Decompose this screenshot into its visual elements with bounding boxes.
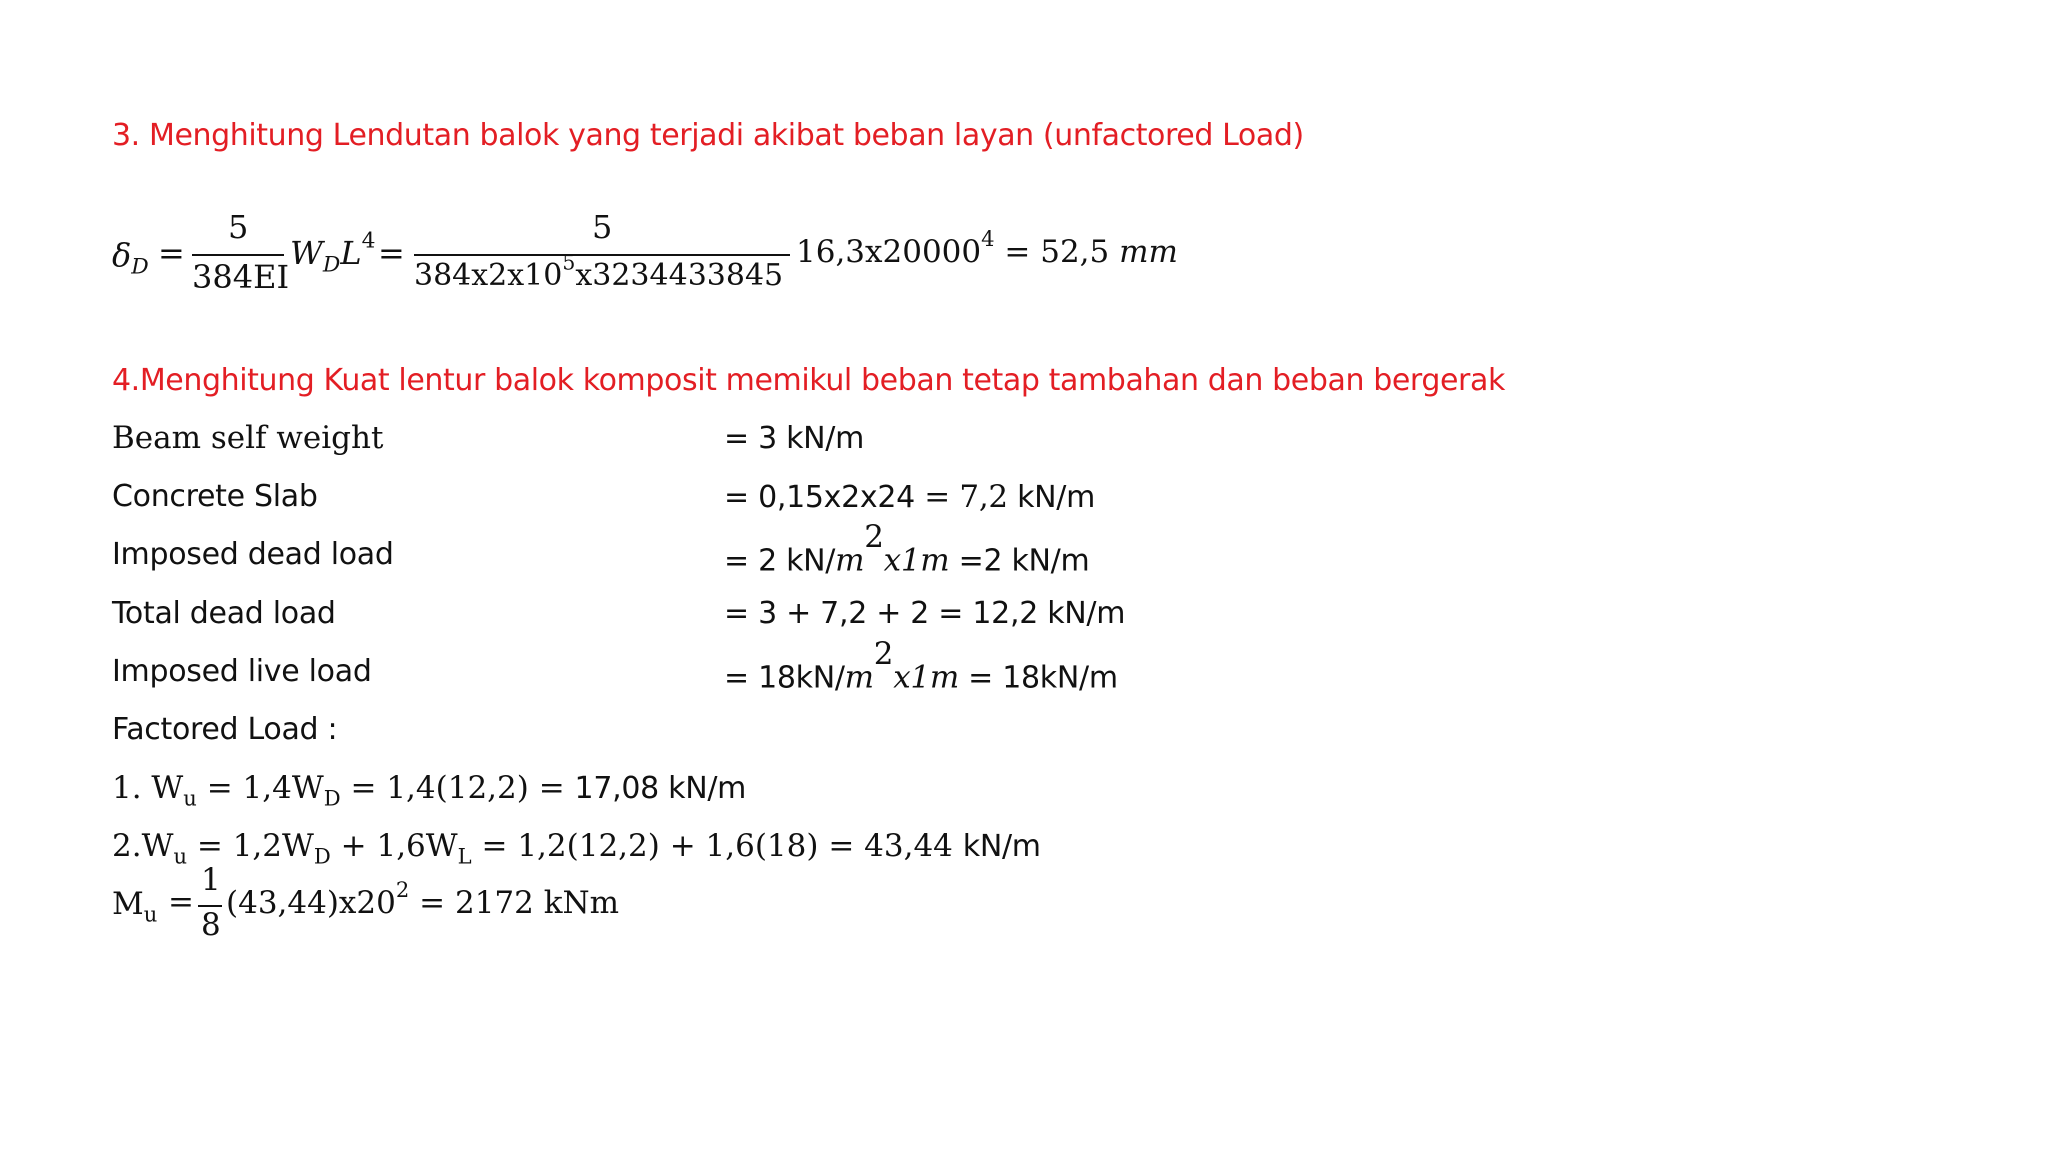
- fraction2-bar: [414, 254, 790, 256]
- fraction1-numerator: 5: [228, 208, 249, 246]
- mu-symbol: $M_u$: [112, 886, 158, 927]
- equals-sign-2: =: [378, 234, 405, 272]
- beam-self-weight-label: Beam self weight: [112, 420, 384, 456]
- factored-combination-1: 1. $W_u = 1,4W_D = 1,4(12,2) = 17,08$ kN/m: [112, 770, 747, 811]
- mu-fraction-numerator: 1: [201, 862, 221, 898]
- fraction2-numerator: 5: [592, 208, 613, 246]
- delta-symbol: $\delta_D$: [112, 236, 149, 280]
- imposed-live-load-value: = $18kN/m^2x1m = 18kN/m$: [724, 636, 1118, 696]
- concrete-slab-label: Concrete Slab: [112, 479, 318, 514]
- fraction1-denominator: 384EI: [192, 258, 290, 296]
- section-heading-4: 4.Menghitung Kuat lentur balok komposit memikul beban tetap tambahan dan beban bergerak: [112, 363, 1505, 398]
- factored-combination-2: $2.W_u = 1,2W_D + 1,6W_L = 1,2(12,2) + 1,6(18) = 43,44$ kN/m: [112, 828, 1041, 869]
- equals-sign: =: [158, 234, 185, 272]
- mu-equals: =: [168, 884, 194, 920]
- mu-result: $(43,44)x20^2 = 2172$ kNm: [226, 877, 620, 921]
- total-dead-load-label: Total dead load: [112, 596, 336, 631]
- imposed-live-load-label: Imposed live load: [112, 654, 372, 689]
- concrete-slab-value: = 0,15x2x24 = 7,2 kN/m: [724, 479, 1096, 515]
- section-heading-3: 3. Menghitung Lendutan balok yang terjadi akibat beban layan (unfactored Load): [112, 118, 1304, 153]
- beam-self-weight-value: = 3 kN/m: [724, 421, 865, 456]
- fraction1-bar: [192, 254, 284, 256]
- deflection-result: $16,3x20000^4 = 52,5$ mm: [796, 226, 1178, 270]
- total-dead-load-value: = 3 + 7,2 + 2 = 12,2 kN/m: [724, 596, 1126, 631]
- factored-load-label: Factored Load :: [112, 712, 338, 747]
- imposed-dead-load-value: = 2 $kN/m^2x1m =2$ kN/m: [724, 519, 1090, 579]
- fraction2-denominator: $384x2x10^5x3234433845$: [414, 250, 784, 293]
- mu-fraction-denominator: 8: [201, 907, 221, 943]
- imposed-dead-load-label: Imposed dead load: [112, 537, 394, 572]
- wd-l4-term: $W_DL^4$: [290, 228, 376, 278]
